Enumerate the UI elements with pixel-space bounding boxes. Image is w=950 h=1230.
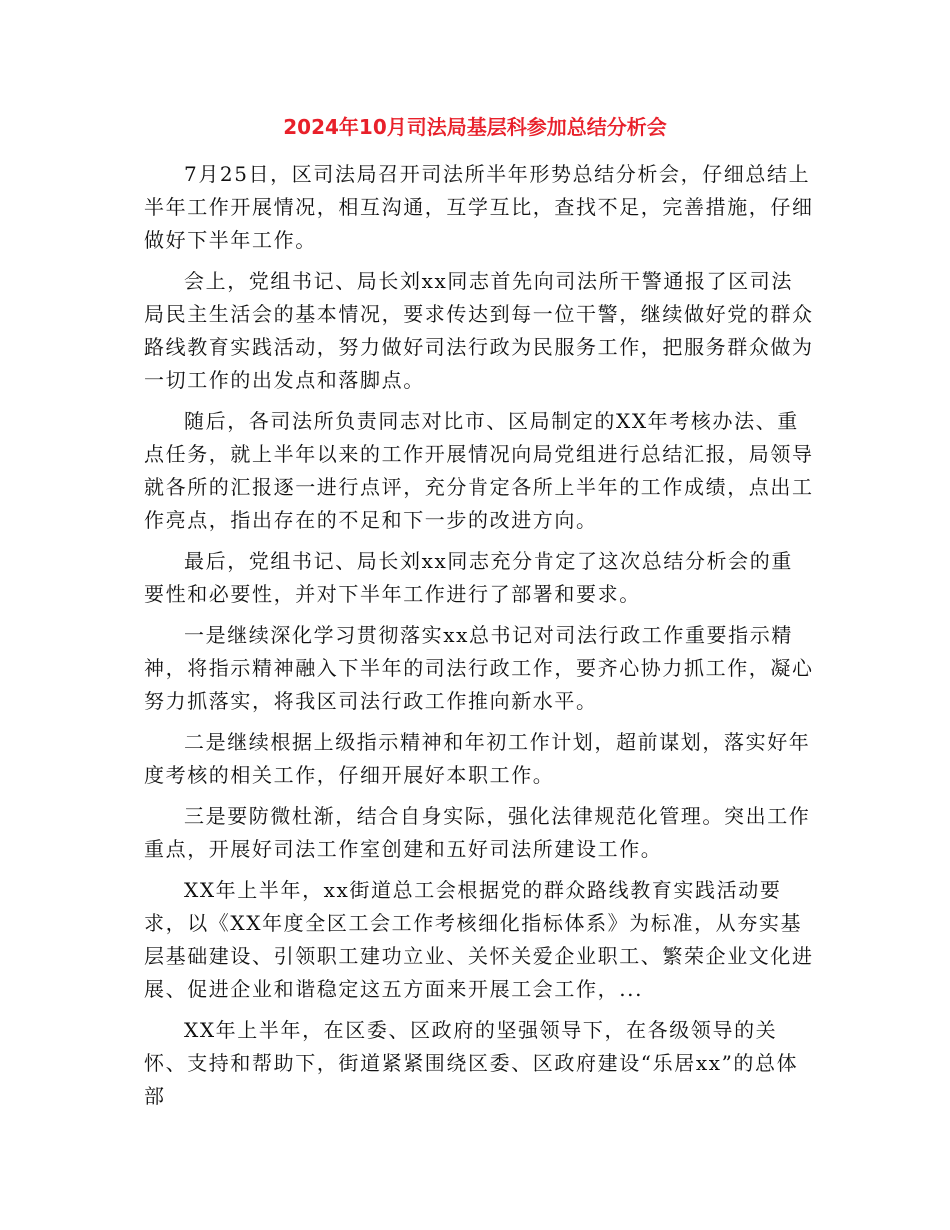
paragraph-5: 一是继续深化学习贯彻落实xx总书记对司法行政工作重要指示精神，将指示精神融入下半年的司法行政工作，要齐心协力抓工作，凝心努力抓落实，将我区司法行政工作推向新水平。	[144, 623, 814, 713]
document-body	[144, 158, 814, 1121]
paragraph-1: 7月25日，区司法局召开司法所半年形势总结分析会，仔细总结上半年工作开展情况，相互沟通，互学互比，查找不足，完善措施，仔细做好下半年工作。	[144, 162, 814, 252]
paragraph-2: 会上，党组书记、局长刘xx同志首先向司法所干警通报了区司法局民主生活会的基本情况，要求传达到每一位干警，继续做好党的群众路线教育实践活动，努力做好司法行政为民服务工作，把服务群众做为一切工作的出发点和落脚点。	[144, 269, 814, 392]
paragraph-4: 最后，党组书记、局长刘xx同志充分肯定了这次总结分析会的重要性和必要性，并对下半年工作进行了部署和要求。	[144, 549, 793, 606]
paragraph-3: 随后，各司法所负责同志对比市、区局制定的XX年考核办法、重点任务，就上半年以来的工作开展情况向局党组进行总结汇报，局领导就各所的汇报逐一进行点评，充分肯定各所上半年的工作成绩，点出工作亮点，指出存在的不足和下一步的改进方向。	[144, 409, 814, 532]
paragraph-7: 三是要防微杜渐，结合自身实际，强化法律规范化管理。突出工作重点，开展好司法工作室创建和五好司法所建设工作。	[144, 804, 811, 861]
paragraph-9: XX年上半年，在区委、区政府的坚强领导下，在各级领导的关怀、支持和帮助下，街道紧紧围绕区委、区政府建设“乐居xx”的总体部	[144, 1018, 799, 1108]
document-title: 2024年10月司法局基层科参加总结分析会	[283, 115, 667, 139]
paragraph-6: 二是继续根据上级指示精神和年初工作计划，超前谋划，落实好年度考核的相关工作，仔细开展好本职工作。	[144, 730, 811, 787]
paragraph-8: XX年上半年，xx街道总工会根据党的群众路线教育实践活动要求，以《XX年度全区工会工作考核细化指标体系》为标准，从夯实基层基础建设、引领职工建功立业、关怀关爱企业职工、繁荣企业文化进展、促进企业和谐稳定这五方面来开展工会工作，...	[144, 878, 814, 1001]
